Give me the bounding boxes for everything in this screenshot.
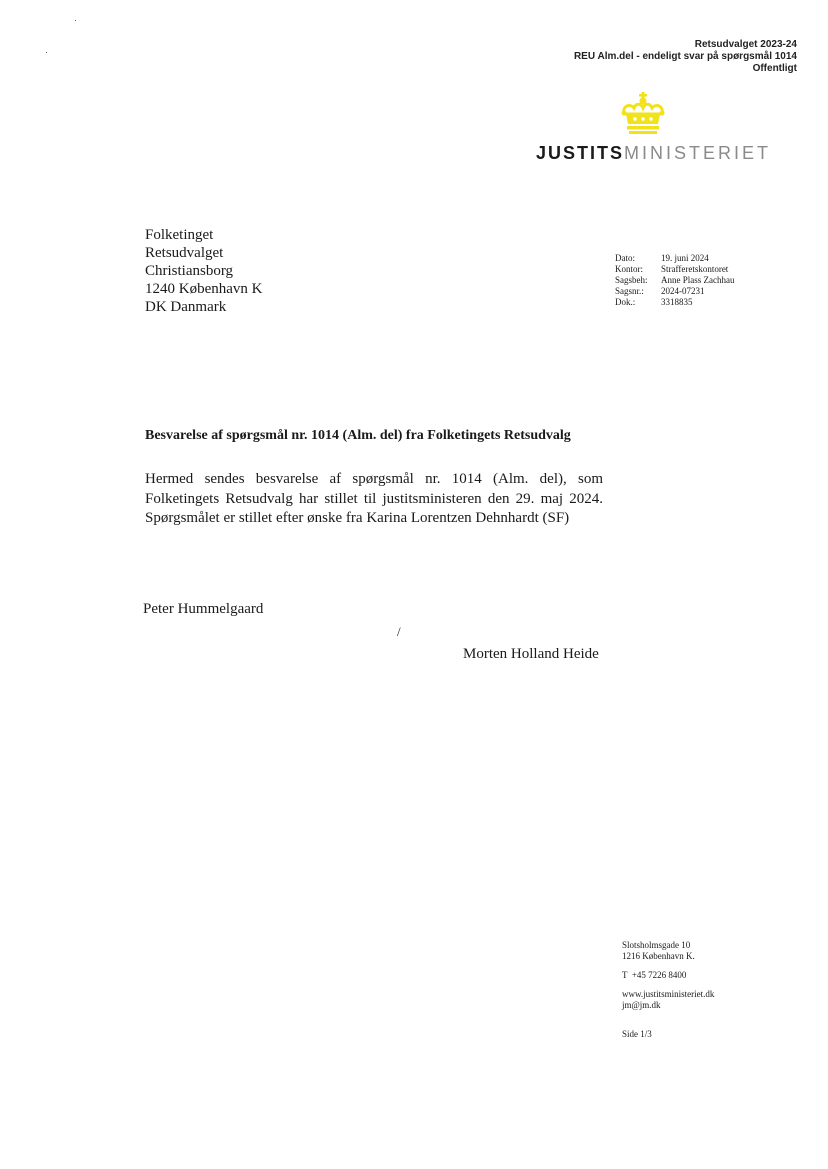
footer-website-link[interactable]: www.justitsministeriet.dk <box>622 989 715 999</box>
meta-label: Sagsnr.: <box>615 286 644 296</box>
signer-official: Morten Holland Heide <box>463 646 599 662</box>
footer-address-street: Slotsholmsgade 10 <box>622 940 691 950</box>
logo-text-bold: JUSTITS <box>536 143 625 163</box>
meta-value: Anne Plass Zachhau <box>661 275 735 285</box>
ministry-logo-wordmark <box>536 142 771 164</box>
stamp-line-status: Offentligt <box>752 63 797 74</box>
stamp-line-committee: Retsudvalget 2023-24 <box>694 39 797 50</box>
meta-label: Sagsbeh: <box>615 275 648 285</box>
stamp-line-document: REU Alm.del - endeligt svar på spørgsmål 1014 <box>573 51 797 62</box>
meta-label: Dato: <box>615 253 635 263</box>
meta-value: 2024-07231 <box>661 286 705 296</box>
recipient-line: Retsudvalget <box>145 245 224 261</box>
meta-value: 3318835 <box>661 297 693 307</box>
signer-minister: Peter Hummelgaard <box>143 601 264 617</box>
meta-label: Kontor: <box>615 264 643 274</box>
letter-body <box>145 470 603 529</box>
logo-text-light: MINISTERIET <box>624 143 772 163</box>
crown-icon <box>618 92 668 136</box>
meta-value: 19. juni 2024 <box>661 253 709 263</box>
footer-email-link[interactable]: jm@jm.dk <box>622 1000 661 1010</box>
archive-stamp <box>574 39 797 75</box>
ministry-contact-footer <box>622 940 714 1040</box>
recipient-line: DK Danmark <box>145 299 227 315</box>
meta-row-office <box>615 264 734 275</box>
page-number: Side 1/3 <box>622 1029 652 1039</box>
document-metadata <box>615 253 734 308</box>
signer-separator: / <box>397 624 401 639</box>
meta-row-date <box>615 253 734 264</box>
footer-phone: T +45 7226 8400 <box>622 970 687 980</box>
footer-address-city: 1216 København K. <box>622 951 695 961</box>
body-line: Hermed sendes besvarelse af spørgsmål nr. 1014 (Alm. del), som <box>145 471 603 487</box>
body-line: Folketingets Retsudvalg har stillet til justitsministeren den 29. maj 2024. <box>145 490 603 507</box>
meta-row-case-handler <box>615 275 734 286</box>
body-line: Spørgsmålet er stillet efter ønske fra Karina Lorentzen Dehnhardt (SF) <box>145 510 570 526</box>
meta-label: Dok.: <box>615 297 636 307</box>
recipient-address <box>145 226 262 316</box>
letter-subject: Besvarelse af spørgsmål nr. 1014 (Alm. del) fra Folketingets Retsudvalg <box>145 428 571 443</box>
recipient-line: 1240 København K <box>145 281 263 297</box>
recipient-line: Folketinget <box>145 227 214 243</box>
scan-speck <box>75 20 76 21</box>
scan-speck <box>46 52 47 53</box>
meta-row-case-number <box>615 286 734 297</box>
meta-row-doc-number <box>615 297 734 308</box>
recipient-line: Christiansborg <box>145 263 234 279</box>
meta-value: Strafferetskontoret <box>661 264 729 274</box>
